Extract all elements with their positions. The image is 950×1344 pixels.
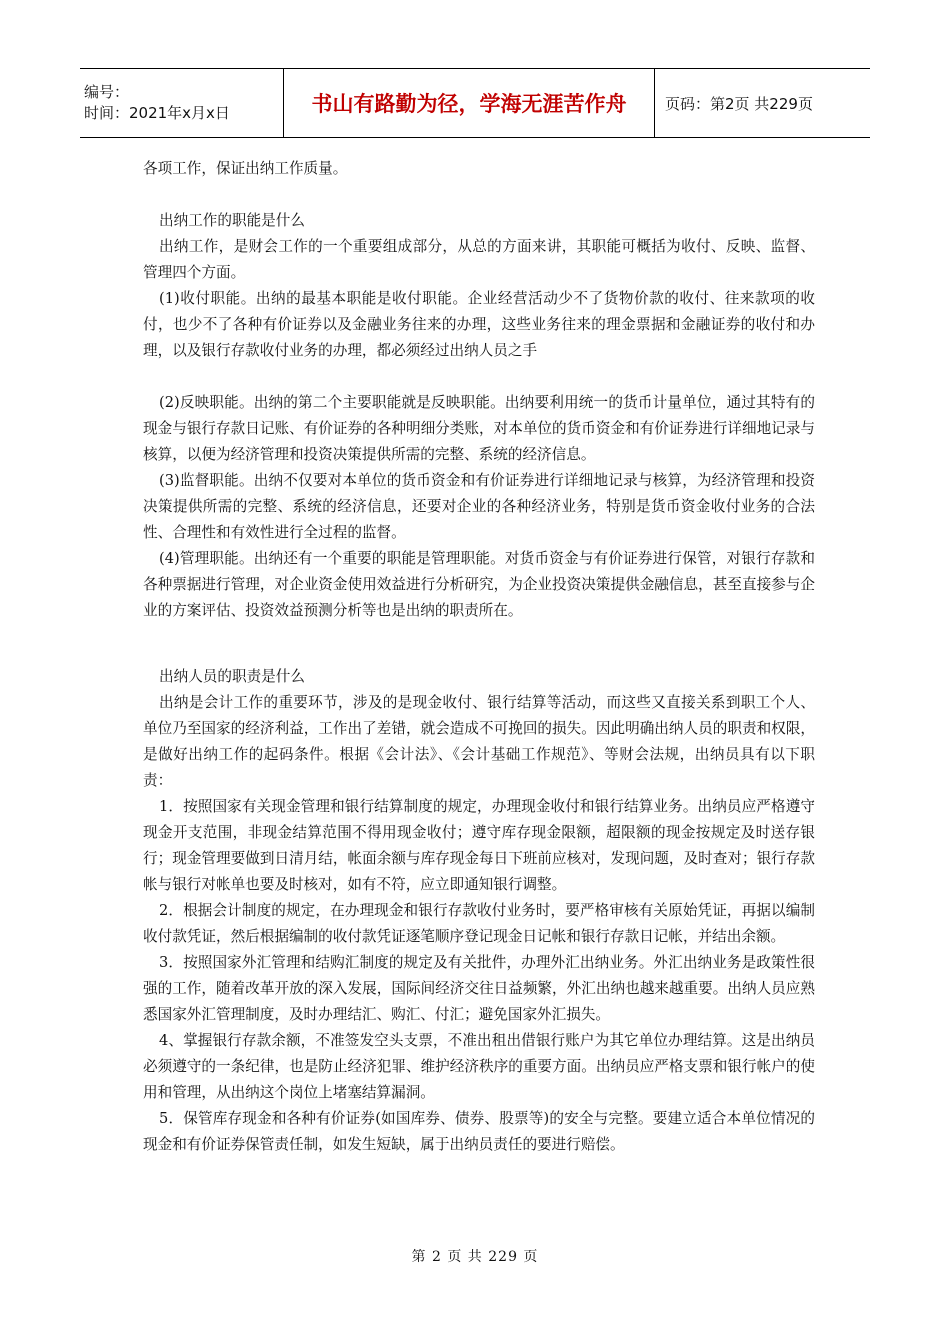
document-number-label: 编号： — [84, 83, 130, 101]
document-date: 时间：2021年x月x日 — [84, 104, 230, 122]
paragraph-spacer — [143, 182, 815, 208]
header-page-info: 页码：第2页 共229页 — [665, 94, 813, 113]
header-motto: 书山有路勤为径，学海无涯苦作舟 — [283, 69, 655, 137]
body-paragraph: 4、掌握银行存款余额，不准签发空头支票，不准出租出借银行账户为其它单位办理结算。这是出纳员必须遵守的一条纪律，也是防止经济犯罪、维护经济秩序的重要方面。出纳员应严格支票和银行帐户的使用和管理，从出纳这个岗位上堵塞结算漏洞。 — [143, 1032, 815, 1101]
body-paragraph: (4)管理职能。出纳还有一个重要的职能是管理职能。对货币资金与有价证券进行保管，对银行存款和各种票据进行管理，对企业资金使用效益进行分析研究，为企业投资决策提供金融信息，甚至直接参与企业的方案评估、投资效益预测分析等也是出纳的职责所在。 — [143, 550, 815, 619]
body-paragraph: 出纳工作，是财会工作的一个重要组成部分，从总的方面来讲，其职能可概括为收付、反映、监督、管理四个方面。 — [143, 238, 815, 281]
body-paragraph: 5．保管库存现金和各种有价证券(如国库券、债券、股票等)的安全与完整。要建立适合本单位情况的现金和有价证券保管责任制，如发生短缺，属于出纳员责任的要进行赔偿。 — [143, 1110, 815, 1153]
body-paragraph: (1)收付职能。出纳的最基本职能是收付职能。企业经营活动少不了货物价款的收付、往来款项的收付，也少不了各种有价证券以及金融业务往来的办理，这些业务往来的理金票据和金融证券的收付和办理，以及银行存款收付业务的办理，都必须经过出纳人员之手 — [143, 290, 815, 359]
body-paragraph: 1．按照国家有关现金管理和银行结算制度的规定，办理现金收付和银行结算业务。出纳员应严格遵守现金开支范围，非现金结算范围不得用现金收付；遵守库存现金限额，超限额的现金按规定及时送存银行；现金管理要做到日清月结，帐面余额与库存现金每日下班前应核对，发现问题，及时查对；银行存款帐与银行对帐单也要及时核对，如有不符，应立即通知银行调整。 — [143, 798, 815, 893]
body-paragraph: 出纳工作的职能是什么 — [159, 212, 305, 229]
body-paragraph: (3)监督职能。出纳不仅要对本单位的货币资金和有价证券进行详细地记录与核算，为经济管理和投资决策提供所需的完整、系统的经济信息，还要对企业的各种经济业务，特别是货币资金收付业务的合法性、合理性和有效性进行全过程的监督。 — [143, 472, 815, 541]
header-meta — [80, 69, 283, 137]
document-body — [143, 156, 815, 1158]
paragraph-spacer — [143, 624, 815, 664]
body-paragraph: (2)反映职能。出纳的第二个主要职能就是反映职能。出纳要利用统一的货币计量单位，通过其特有的现金与银行存款日记账、有价证券的各种明细分类账，对本单位的货币资金和有价证券进行详细地记录与核算，以便为经济管理和投资决策提供所需的完整、系统的经济信息。 — [143, 394, 815, 463]
body-paragraph: 出纳人员的职责是什么 — [159, 668, 305, 685]
body-paragraph: 出纳是会计工作的重要环节，涉及的是现金收付、银行结算等活动，而这些又直接关系到职工个人、单位乃至国家的经济利益，工作出了差错，就会造成不可挽回的损失。因此明确出纳人员的职责和权限，是做好出纳工作的起码条件。根据《会计法》、《会计基础工作规范》、等财会法规，出纳员具有以下职责： — [143, 694, 815, 789]
body-paragraph: 3．按照国家外汇管理和结购汇制度的规定及有关批件，办理外汇出纳业务。外汇出纳业务是政策性很强的工作，随着改革开放的深入发展，国际间经济交往日益频繁，外汇出纳也越来越重要。出纳人员应熟悉国家外汇管理制度，及时办理结汇、购汇、付汇；避免国家外汇损失。 — [143, 954, 815, 1023]
page-footer: 第 2 页 共 229 页 — [411, 1249, 539, 1265]
body-paragraph: 2．根据会计制度的规定，在办理现金和银行存款收付业务时，要严格审核有关原始凭证，再据以编制收付款凭证，然后根据编制的收付款凭证逐笔顺序登记现金日记帐和银行存款日记帐，并结出余额。 — [143, 902, 815, 945]
body-paragraph: 各项工作，保证出纳工作质量。 — [143, 160, 348, 177]
paragraph-spacer — [143, 364, 815, 390]
page-header — [80, 68, 870, 138]
